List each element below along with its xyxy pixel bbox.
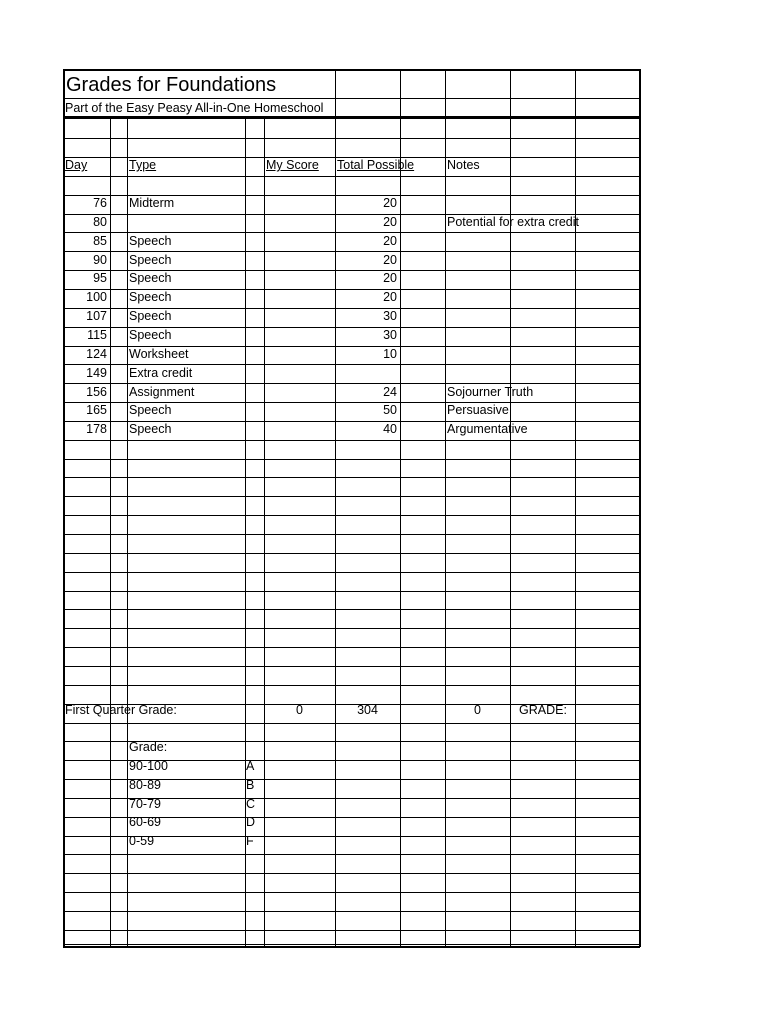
sheet-title: Grades for Foundations (66, 74, 277, 96)
row-total-possible: 20 (383, 271, 397, 285)
header-total-possible: Total Possible (337, 158, 415, 172)
row-total-possible: 20 (383, 215, 397, 229)
row-day: 90 (93, 253, 107, 267)
grid-row-line (63, 930, 640, 931)
row-notes (447, 232, 637, 251)
row-my-score (264, 420, 335, 439)
first-quarter-grade-label: GRADE: (519, 703, 567, 717)
row-notes: Potential for extra credit (447, 215, 580, 229)
row-type: Speech (129, 290, 172, 304)
grid-row-line (63, 496, 640, 497)
row-day: 178 (86, 422, 107, 436)
row-day: 156 (86, 385, 107, 399)
grade-scale-letter: F (246, 834, 254, 848)
row-my-score (264, 251, 335, 270)
header-my-score: My Score (266, 158, 319, 172)
grid-col-line (639, 69, 641, 117)
row-total-possible: 20 (383, 196, 397, 210)
row-day: 95 (93, 271, 107, 285)
grid-row-line (63, 946, 640, 948)
grid-col-line (400, 69, 401, 117)
row-my-score (264, 326, 335, 345)
grid-row-line (63, 477, 640, 478)
first-quarter-percent: 0 (474, 703, 481, 717)
grid-row-line (63, 854, 640, 855)
grid-row-line (63, 69, 640, 71)
grid-col-line (575, 69, 576, 117)
row-my-score (264, 364, 335, 383)
row-type: Speech (129, 253, 172, 267)
gradesheet (63, 69, 640, 947)
grid-row-line (63, 118, 640, 119)
row-day: 149 (86, 366, 107, 380)
row-notes: Persuasive (447, 403, 509, 417)
row-notes (447, 194, 637, 213)
row-total-possible: 50 (383, 403, 397, 417)
row-notes (447, 364, 637, 383)
grid-col-line (127, 117, 128, 947)
row-total-possible: 40 (383, 422, 397, 436)
row-type: Speech (129, 234, 172, 248)
row-total-possible: 10 (383, 347, 397, 361)
grid-row-line (63, 723, 640, 724)
grid-row-line (63, 647, 640, 648)
grid-col-line (63, 69, 65, 117)
row-notes (447, 251, 637, 270)
grade-scale-range: 0-59 (129, 834, 155, 848)
grid-col-line (400, 117, 401, 947)
header-type: Type (129, 158, 157, 172)
sheet-subtitle: Part of the Easy Peasy All-in-One Homeschool (65, 101, 324, 115)
grid-col-line (639, 117, 641, 947)
row-my-score (264, 232, 335, 251)
row-notes (447, 326, 637, 345)
row-my-score (264, 307, 335, 326)
first-quarter-my-score: 0 (296, 703, 303, 717)
grid-row-line (63, 572, 640, 573)
row-day: 124 (86, 347, 107, 361)
grade-scale-range: 90-100 (129, 759, 168, 773)
grid-col-line (445, 69, 446, 117)
grid-row-line (63, 515, 640, 516)
grid-row-line (63, 176, 640, 177)
grid-col-line (445, 117, 446, 947)
row-type: Assignment (129, 385, 195, 399)
row-day: 100 (86, 290, 107, 304)
row-type: Worksheet (129, 347, 189, 361)
grid-row-line (63, 628, 640, 629)
row-day: 115 (87, 328, 107, 342)
row-notes (447, 288, 637, 307)
grade-scale-letter: C (246, 797, 256, 811)
grade-scale-letter: A (246, 759, 255, 773)
grid-row-line (63, 892, 640, 893)
grid-col-line (510, 69, 511, 117)
grade-scale-range: 60-69 (129, 815, 161, 829)
row-notes (447, 307, 637, 326)
row-type: Speech (129, 271, 172, 285)
row-notes: Argumentative (447, 422, 528, 436)
header-day: Day (65, 158, 88, 172)
grid-row-line (63, 591, 640, 592)
row-my-score (264, 213, 335, 232)
grade-scale-letter: B (246, 778, 255, 792)
row-day: 107 (86, 309, 107, 323)
row-total-possible: 20 (383, 290, 397, 304)
row-type: Speech (129, 422, 172, 436)
row-my-score (264, 383, 335, 402)
row-total-possible: 20 (383, 253, 397, 267)
row-notes (447, 269, 637, 288)
row-my-score (264, 288, 335, 307)
grade-scale-letter: D (246, 815, 256, 829)
grade-scale-range: 70-79 (129, 797, 161, 811)
grid-row-line (63, 138, 640, 139)
row-type (129, 213, 244, 232)
row-my-score (264, 345, 335, 364)
grid-row-line (63, 440, 640, 441)
grade-scale-range: 80-89 (129, 778, 161, 792)
row-day: 76 (93, 196, 107, 210)
row-notes (447, 345, 637, 364)
row-type: Midterm (129, 196, 175, 210)
grid-row-line (63, 944, 640, 945)
grid-col-line (335, 69, 336, 117)
header-notes: Notes (447, 158, 480, 172)
row-day: 85 (93, 234, 107, 248)
grid-row-line (63, 459, 640, 460)
row-total-possible: 30 (383, 328, 397, 342)
row-type: Speech (129, 403, 172, 417)
row-my-score (264, 194, 335, 213)
row-day: 80 (93, 215, 107, 229)
first-quarter-label: First Quarter Grade: (65, 703, 177, 717)
row-type: Extra credit (129, 366, 193, 380)
grade-scale-heading: Grade: (129, 740, 168, 754)
first-quarter-total: 304 (357, 703, 378, 717)
row-type: Speech (129, 328, 172, 342)
grid-row-line (63, 98, 640, 99)
row-total-possible: 24 (383, 385, 397, 399)
grid-row-line (63, 685, 640, 686)
grid-row-line (63, 911, 640, 912)
row-day: 165 (86, 403, 107, 417)
row-my-score (264, 401, 335, 420)
grid-row-line (63, 534, 640, 535)
grid-row-line (63, 873, 640, 874)
grid-row-line (63, 666, 640, 667)
grid-row-line (63, 609, 640, 610)
row-total-possible: 30 (383, 309, 397, 323)
row-notes: Sojourner Truth (447, 385, 534, 399)
row-type: Speech (129, 309, 172, 323)
grid-row-line (63, 553, 640, 554)
grid-col-line (110, 117, 111, 947)
row-my-score (264, 269, 335, 288)
row-total-possible: 20 (383, 234, 397, 248)
row-total-possible (335, 364, 400, 383)
